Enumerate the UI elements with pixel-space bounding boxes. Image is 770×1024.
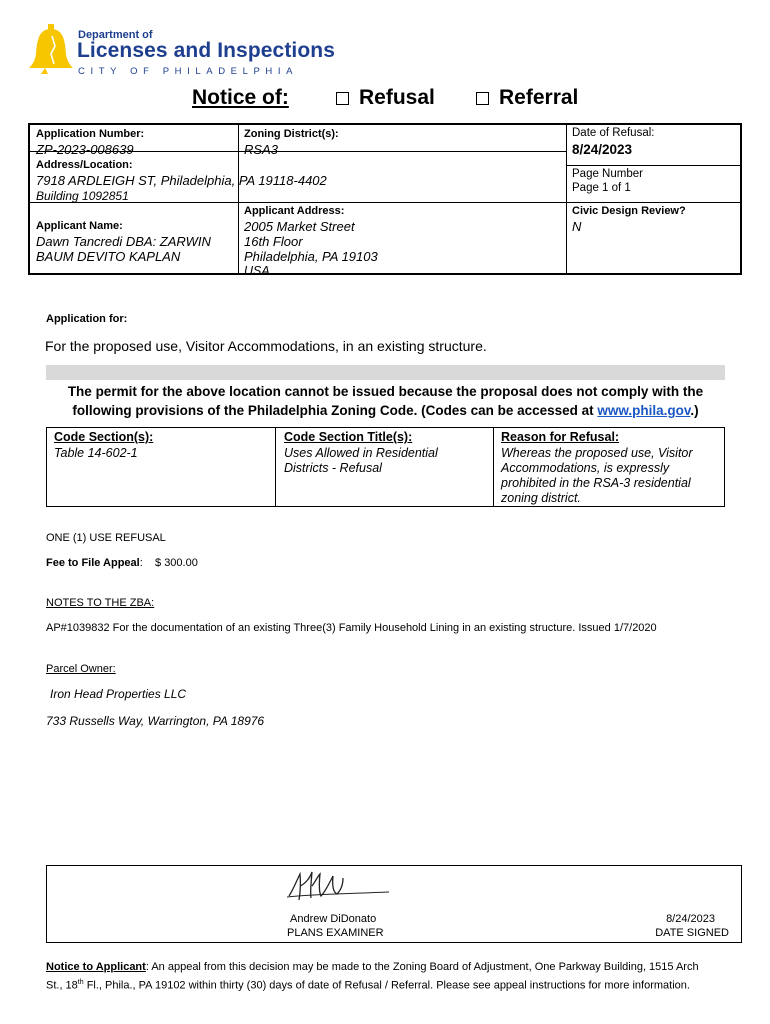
refusal-label: Refusal xyxy=(359,86,435,109)
examiner-title: PLANS EXAMINER xyxy=(287,927,384,939)
parcel-owner-address: 733 Russells Way, Warrington, PA 18976 xyxy=(46,714,265,728)
referral-option[interactable] xyxy=(476,86,578,110)
notice-superscript: th xyxy=(77,979,84,986)
code-title-line: Districts - Refusal xyxy=(284,461,382,475)
liberty-bell-icon xyxy=(28,24,74,76)
permit-line-2 xyxy=(46,401,725,420)
notice-text-2: St., 18 xyxy=(46,979,78,992)
page-number-label: Page Number xyxy=(572,168,643,180)
code-title-header: Code Section Title(s): xyxy=(284,430,413,444)
city-label: CITY OF PHILADELPHIA xyxy=(78,66,299,77)
date-signed-label: DATE SIGNED xyxy=(655,927,729,939)
permit-line-1: The permit for the above location cannot be issued because the proposal does not comply with the xyxy=(67,384,704,399)
address-line-2: Building 1092851 xyxy=(36,189,129,203)
notice-text-3: Fl., Phila., PA 19102 within thirty (30) days of date of Refusal / Referral. Please see appeal instructions for more information. xyxy=(83,979,690,992)
application-for-text: For the proposed use, Visitor Accommodations, in an existing structure. xyxy=(45,338,487,354)
address-label: Address/Location: xyxy=(36,159,133,171)
refusal-option[interactable] xyxy=(336,86,435,110)
signature-image xyxy=(285,866,395,906)
examiner-name: Andrew DiDonato xyxy=(290,913,377,925)
referral-label: Referral xyxy=(499,86,579,109)
permit-line-2-text: following provisions of the Philadelphia Zoning Code. (Codes can be accessed at xyxy=(72,403,598,418)
parcel-owner-name: Iron Head Properties LLC xyxy=(50,687,187,701)
code-section-value: Table 14-602-1 xyxy=(54,446,138,460)
notes-label: NOTES TO THE ZBA: xyxy=(46,597,155,609)
applicant-address-line-4: USA xyxy=(244,264,270,278)
code-section-header: Code Section(s): xyxy=(54,430,154,444)
parcel-owner-label: Parcel Owner: xyxy=(46,663,116,675)
date-of-refusal-label: Date of Refusal: xyxy=(572,127,655,139)
notice-text-1: : An appeal from this decision may be made to the Zoning Board of Adjustment, One Parkway Building, 1515 Arch xyxy=(145,961,699,973)
notice-to-applicant xyxy=(46,960,736,994)
application-number: ZP-2023-008639 xyxy=(36,142,134,157)
date-of-refusal: 8/24/2023 xyxy=(572,142,633,157)
permit-statement xyxy=(46,382,725,420)
fee-label: Fee to File Appeal xyxy=(46,557,140,569)
notes-text: AP#1039832 For the documentation of an existing Three(3) Family Household Lining in an existing structure. Issued 1/7/2020 xyxy=(46,622,657,634)
phila-gov-link[interactable]: www.phila.gov xyxy=(597,403,691,418)
signed-date: 8/24/2023 xyxy=(666,913,715,925)
applicant-address-line-1: 2005 Market Street xyxy=(244,219,355,234)
reason-value xyxy=(501,446,721,506)
signature-box xyxy=(46,865,742,943)
fee-row: Fee to File Appeal: $ 300.00 xyxy=(46,557,198,569)
fee-amount: $ 300.00 xyxy=(155,557,198,569)
organization-name: Licenses and Inspections xyxy=(77,39,335,62)
code-section-column xyxy=(54,430,269,461)
application-info-box xyxy=(28,123,742,278)
reason-line: zoning district. xyxy=(501,491,581,505)
applicant-name-line-2: BAUM DEVITO KAPLAN xyxy=(36,249,181,264)
reason-line: prohibited in the RSA-3 residential xyxy=(501,476,691,490)
page-number: Page 1 of 1 xyxy=(572,182,631,194)
reason-line: Accommodations, is expressly xyxy=(501,461,670,475)
refusal-count: ONE (1) USE REFUSAL xyxy=(46,532,166,544)
applicant-name-line-1: Dawn Tancredi DBA: ZARWIN xyxy=(36,234,211,249)
code-sections-table xyxy=(46,427,725,507)
refusal-checkbox[interactable] xyxy=(336,92,349,105)
zoning-district: RSA3 xyxy=(244,142,278,157)
application-number-label: Application Number: xyxy=(36,128,145,140)
civic-design-label: Civic Design Review? xyxy=(572,205,686,217)
section-divider-bar xyxy=(46,365,725,380)
code-title-line: Uses Allowed in Residential xyxy=(284,446,438,460)
permit-line-2-end: .) xyxy=(690,403,699,418)
referral-checkbox[interactable] xyxy=(476,92,489,105)
code-title-value xyxy=(284,446,489,476)
notice-to-applicant-label: Notice to Applicant xyxy=(46,961,146,973)
address-line-1: 7918 ARDLEIGH ST, Philadelphia, PA 19118-4402 xyxy=(36,173,327,188)
reason-column xyxy=(501,430,721,506)
civic-design-value: N xyxy=(572,219,582,234)
zoning-district-label: Zoning District(s): xyxy=(244,128,339,140)
reason-line: Whereas the proposed use, Visitor xyxy=(501,446,693,460)
applicant-address-line-3: Philadelphia, PA 19103 xyxy=(244,249,378,264)
applicant-name-label: Applicant Name: xyxy=(36,220,123,232)
applicant-address-label: Applicant Address: xyxy=(244,205,345,217)
code-title-column xyxy=(284,430,489,476)
notice-of-title: Notice of: xyxy=(192,86,289,109)
reason-header: Reason for Refusal: xyxy=(501,430,620,444)
application-for-label: Application for: xyxy=(46,313,128,325)
department-label: Department of xyxy=(78,29,153,41)
applicant-address-line-2: 16th Floor xyxy=(244,234,303,249)
